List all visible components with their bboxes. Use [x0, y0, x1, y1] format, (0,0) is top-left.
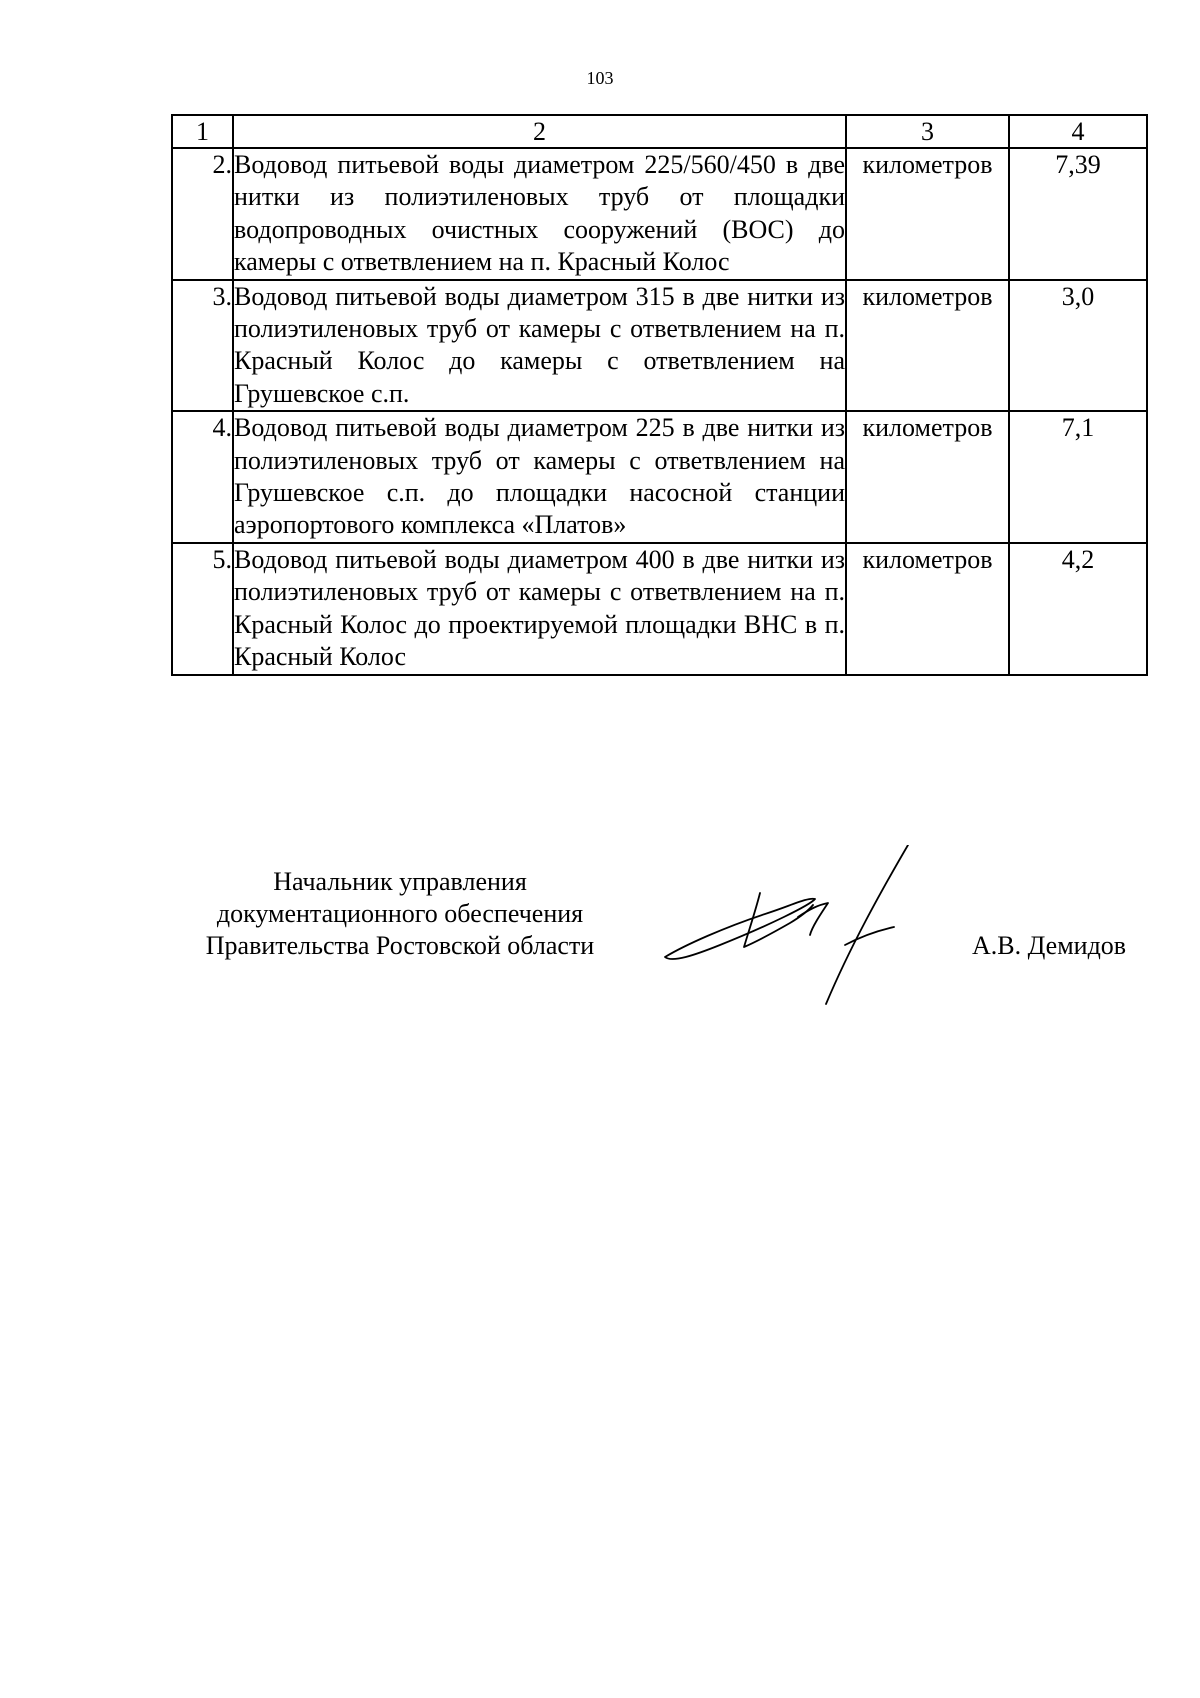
row-value: 3,0: [1009, 280, 1147, 412]
column-header-1: 1: [172, 115, 233, 148]
signatory-position: [170, 866, 630, 962]
row-description: Водовод питьевой воды диаметром 225/560/450 в две нитки из полиэтиленовых труб от площадки водопроводных очистных сооружений (ВОС) до камеры с ответвлением на п. Красный Колос: [233, 148, 846, 280]
column-header-3: 3: [846, 115, 1009, 148]
row-number: 3.: [172, 280, 233, 412]
facilities-table: [171, 114, 1148, 676]
row-number: 4.: [172, 411, 233, 543]
row-number: 5.: [172, 543, 233, 675]
row-unit: километров: [846, 280, 1009, 412]
position-line: Начальник управления: [273, 867, 527, 896]
position-line: Правительства Ростовской области: [205, 931, 595, 960]
table-row: [172, 148, 1147, 280]
table-header-row: [172, 115, 1147, 148]
handwritten-signature: [650, 845, 940, 1005]
row-description: Водовод питьевой воды диаметром 225 в две нитки из полиэтиленовых труб от камеры с ответвлением на Грушевское с.п. до площадки насосной станции аэропортового комплекса «Платов»: [233, 411, 846, 543]
table-row: [172, 543, 1147, 675]
table-row: [172, 411, 1147, 543]
row-unit: километров: [846, 411, 1009, 543]
row-unit: километров: [846, 148, 1009, 280]
row-description: Водовод питьевой воды диаметром 400 в две нитки из полиэтиленовых труб от камеры с ответвлением на п. Красный Колос до проектируемой площадки ВНС в п. Красный Колос: [233, 543, 846, 675]
row-unit: километров: [846, 543, 1009, 675]
column-header-2: 2: [233, 115, 846, 148]
row-value: 7,39: [1009, 148, 1147, 280]
page-number: 103: [586, 68, 614, 88]
row-number: 2.: [172, 148, 233, 280]
table-row: [172, 280, 1147, 412]
signer-name: А.В. Демидов: [972, 931, 1127, 960]
column-header-4: 4: [1009, 115, 1147, 148]
row-value: 4,2: [1009, 543, 1147, 675]
row-description: Водовод питьевой воды диаметром 315 в две нитки из полиэтиленовых труб от камеры с ответвлением на п. Красный Колос до камеры с ответвлением на Грушевское с.п.: [233, 280, 846, 412]
position-line: документационного обеспечения: [216, 899, 584, 928]
row-value: 7,1: [1009, 411, 1147, 543]
